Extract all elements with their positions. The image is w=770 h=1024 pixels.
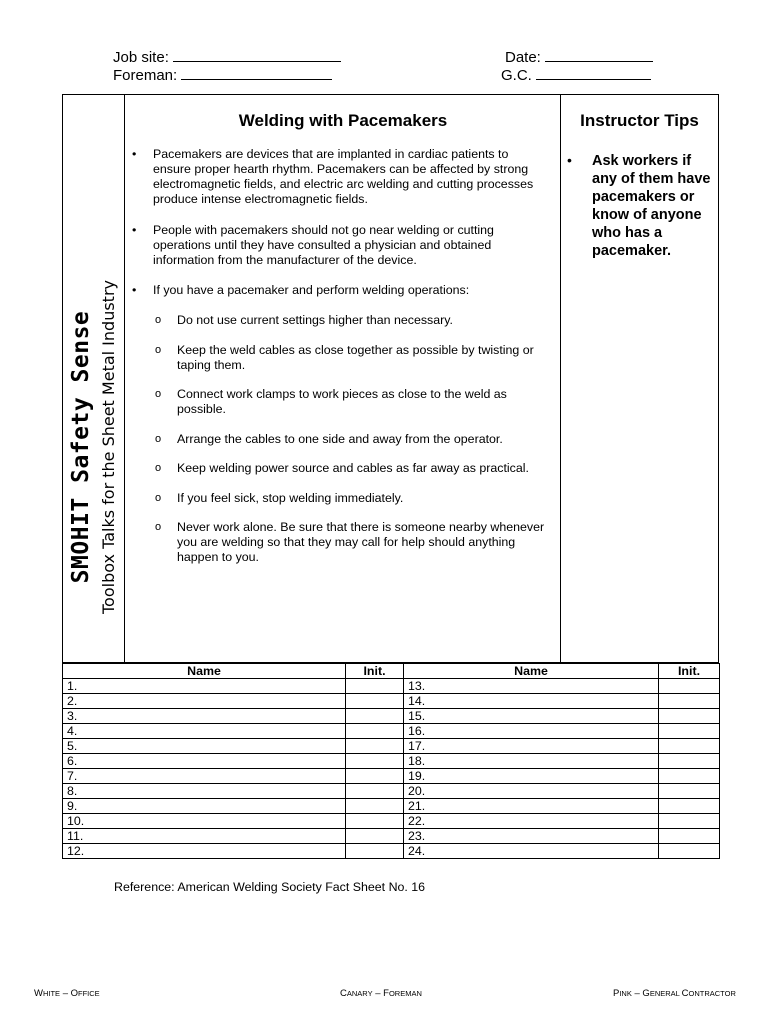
- init-cell[interactable]: [659, 829, 720, 844]
- init-header: Init.: [659, 664, 720, 679]
- foreman-blank[interactable]: [181, 65, 332, 80]
- bullet-text: Pacemakers are devices that are implanted in cardiac patients to ensure proper hearth rhythm. Pacemakers can be affected by strong electromagnetic fields, and electric arc welding and cutting processes produce intense electromagnetic fields.: [153, 147, 534, 206]
- name-cell[interactable]: 1.: [63, 679, 346, 694]
- main-column: [125, 95, 561, 662]
- sub-mark: o: [155, 314, 162, 326]
- instructor-title: Instructor Tips: [580, 111, 699, 130]
- name-cell[interactable]: 8.: [63, 784, 346, 799]
- table-row: [63, 784, 720, 799]
- sub-mark: o: [155, 521, 162, 533]
- init-cell[interactable]: [346, 694, 404, 709]
- init-cell[interactable]: [659, 694, 720, 709]
- name-header: Name: [404, 664, 659, 679]
- init-cell[interactable]: [346, 799, 404, 814]
- sub-text: Never work alone. Be sure that there is someone nearby whenever you are welding so that they may call for help should anything happen to you.: [177, 520, 545, 564]
- tip-text: Ask workers if any of them have pacemakers or know of anyone who has a pacemaker.: [592, 153, 711, 259]
- sub-mark: o: [155, 344, 162, 356]
- name-cell[interactable]: 22.: [404, 814, 659, 829]
- sub-mark: o: [155, 433, 162, 445]
- init-cell[interactable]: [346, 814, 404, 829]
- bullet-mark: •: [132, 223, 137, 237]
- name-header: Name: [63, 664, 346, 679]
- date-blank[interactable]: [545, 47, 653, 62]
- name-cell[interactable]: 7.: [63, 769, 346, 784]
- name-cell[interactable]: 24.: [404, 844, 659, 859]
- foreman-field: [113, 65, 332, 85]
- name-cell[interactable]: 12.: [63, 844, 346, 859]
- sub-text: Keep the weld cables as close together as possible by twisting or taping them.: [177, 343, 534, 372]
- name-cell[interactable]: 20.: [404, 784, 659, 799]
- init-cell[interactable]: [659, 709, 720, 724]
- instructor-column: [561, 95, 718, 662]
- bullet-text: People with pacemakers should not go near welding or cutting operations until they have consulted a physician and obtained information from the manufacturer of the device.: [153, 223, 494, 267]
- sidebar-title: SMOHIT Safety Sense: [68, 310, 94, 584]
- reference-note: Reference: American Welding Society Fact Sheet No. 16: [114, 880, 426, 894]
- table-row: [63, 769, 720, 784]
- sign-in-table: [62, 663, 720, 859]
- main-title: Welding with Pacemakers: [238, 111, 448, 130]
- bullet-mark: •: [132, 283, 137, 297]
- init-cell[interactable]: [346, 739, 404, 754]
- name-cell[interactable]: 17.: [404, 739, 659, 754]
- init-cell[interactable]: [659, 784, 720, 799]
- init-cell[interactable]: [346, 724, 404, 739]
- gc-field: [501, 65, 651, 85]
- sub-text: Connect work clamps to work pieces as close to the weld as possible.: [177, 387, 507, 416]
- init-cell[interactable]: [346, 784, 404, 799]
- init-cell[interactable]: [346, 769, 404, 784]
- table-row: [63, 844, 720, 859]
- init-cell[interactable]: [659, 754, 720, 769]
- date-label: Date:: [505, 49, 541, 66]
- init-header: Init.: [346, 664, 404, 679]
- name-cell[interactable]: 21.: [404, 799, 659, 814]
- init-cell[interactable]: [659, 814, 720, 829]
- sub-text: Keep welding power source and cables as far away as practical.: [177, 461, 529, 475]
- name-cell[interactable]: 9.: [63, 799, 346, 814]
- name-cell[interactable]: 3.: [63, 709, 346, 724]
- name-cell[interactable]: 5.: [63, 739, 346, 754]
- init-cell[interactable]: [346, 829, 404, 844]
- sidebar-subtitle: Toolbox Talks for the Sheet Metal Industry: [99, 280, 118, 614]
- sub-mark: o: [155, 462, 162, 474]
- sub-text: Do not use current settings higher than necessary.: [177, 313, 453, 327]
- table-row: [63, 829, 720, 844]
- gc-blank[interactable]: [536, 65, 651, 80]
- name-cell[interactable]: 2.: [63, 694, 346, 709]
- job-site-blank[interactable]: [173, 47, 341, 62]
- init-cell[interactable]: [346, 709, 404, 724]
- init-cell[interactable]: [346, 844, 404, 859]
- init-cell[interactable]: [659, 739, 720, 754]
- name-cell[interactable]: 6.: [63, 754, 346, 769]
- name-cell[interactable]: 19.: [404, 769, 659, 784]
- sub-mark: o: [155, 388, 162, 400]
- job-site-field: [113, 47, 341, 67]
- init-cell[interactable]: [659, 679, 720, 694]
- table-row: [63, 724, 720, 739]
- name-cell[interactable]: 10.: [63, 814, 346, 829]
- tip-mark: •: [567, 152, 572, 168]
- sub-text: Arrange the cables to one side and away from the operator.: [177, 432, 503, 446]
- name-cell[interactable]: 11.: [63, 829, 346, 844]
- table-row: [63, 694, 720, 709]
- name-cell[interactable]: 15.: [404, 709, 659, 724]
- init-cell[interactable]: [659, 844, 720, 859]
- content-box: [62, 94, 719, 663]
- sub-text: If you feel sick, stop welding immediately.: [177, 491, 404, 505]
- table-row: [63, 799, 720, 814]
- init-cell[interactable]: [659, 724, 720, 739]
- table-row: [63, 679, 720, 694]
- bullet-mark: •: [132, 147, 137, 161]
- footer-canary-foreman: CANARY – FOREMAN: [340, 988, 422, 999]
- date-field: [505, 47, 653, 67]
- table-header-row: [63, 664, 720, 679]
- gc-label: G.C.: [501, 67, 532, 84]
- foreman-label: Foreman:: [113, 67, 178, 84]
- init-cell[interactable]: [659, 799, 720, 814]
- init-cell[interactable]: [346, 679, 404, 694]
- footer-pink-gc: PINK – GENERAL CONTRACTOR: [613, 988, 736, 999]
- name-cell[interactable]: 16.: [404, 724, 659, 739]
- table-body: [63, 679, 720, 859]
- name-cell[interactable]: 23.: [404, 829, 659, 844]
- table-row: [63, 754, 720, 769]
- footer-white-office: WHITE – OFFICE: [34, 988, 100, 999]
- sidebar: [63, 95, 125, 662]
- init-cell[interactable]: [346, 754, 404, 769]
- bullet-text: If you have a pacemaker and perform welding operations:: [153, 283, 470, 297]
- name-cell[interactable]: 18.: [404, 754, 659, 769]
- name-cell[interactable]: 14.: [404, 694, 659, 709]
- table-row: [63, 814, 720, 829]
- init-cell[interactable]: [659, 769, 720, 784]
- name-cell[interactable]: 4.: [63, 724, 346, 739]
- name-cell[interactable]: 13.: [404, 679, 659, 694]
- job-site-label: Job site:: [113, 49, 169, 66]
- table-row: [63, 739, 720, 754]
- table-row: [63, 709, 720, 724]
- sub-mark: o: [155, 492, 162, 504]
